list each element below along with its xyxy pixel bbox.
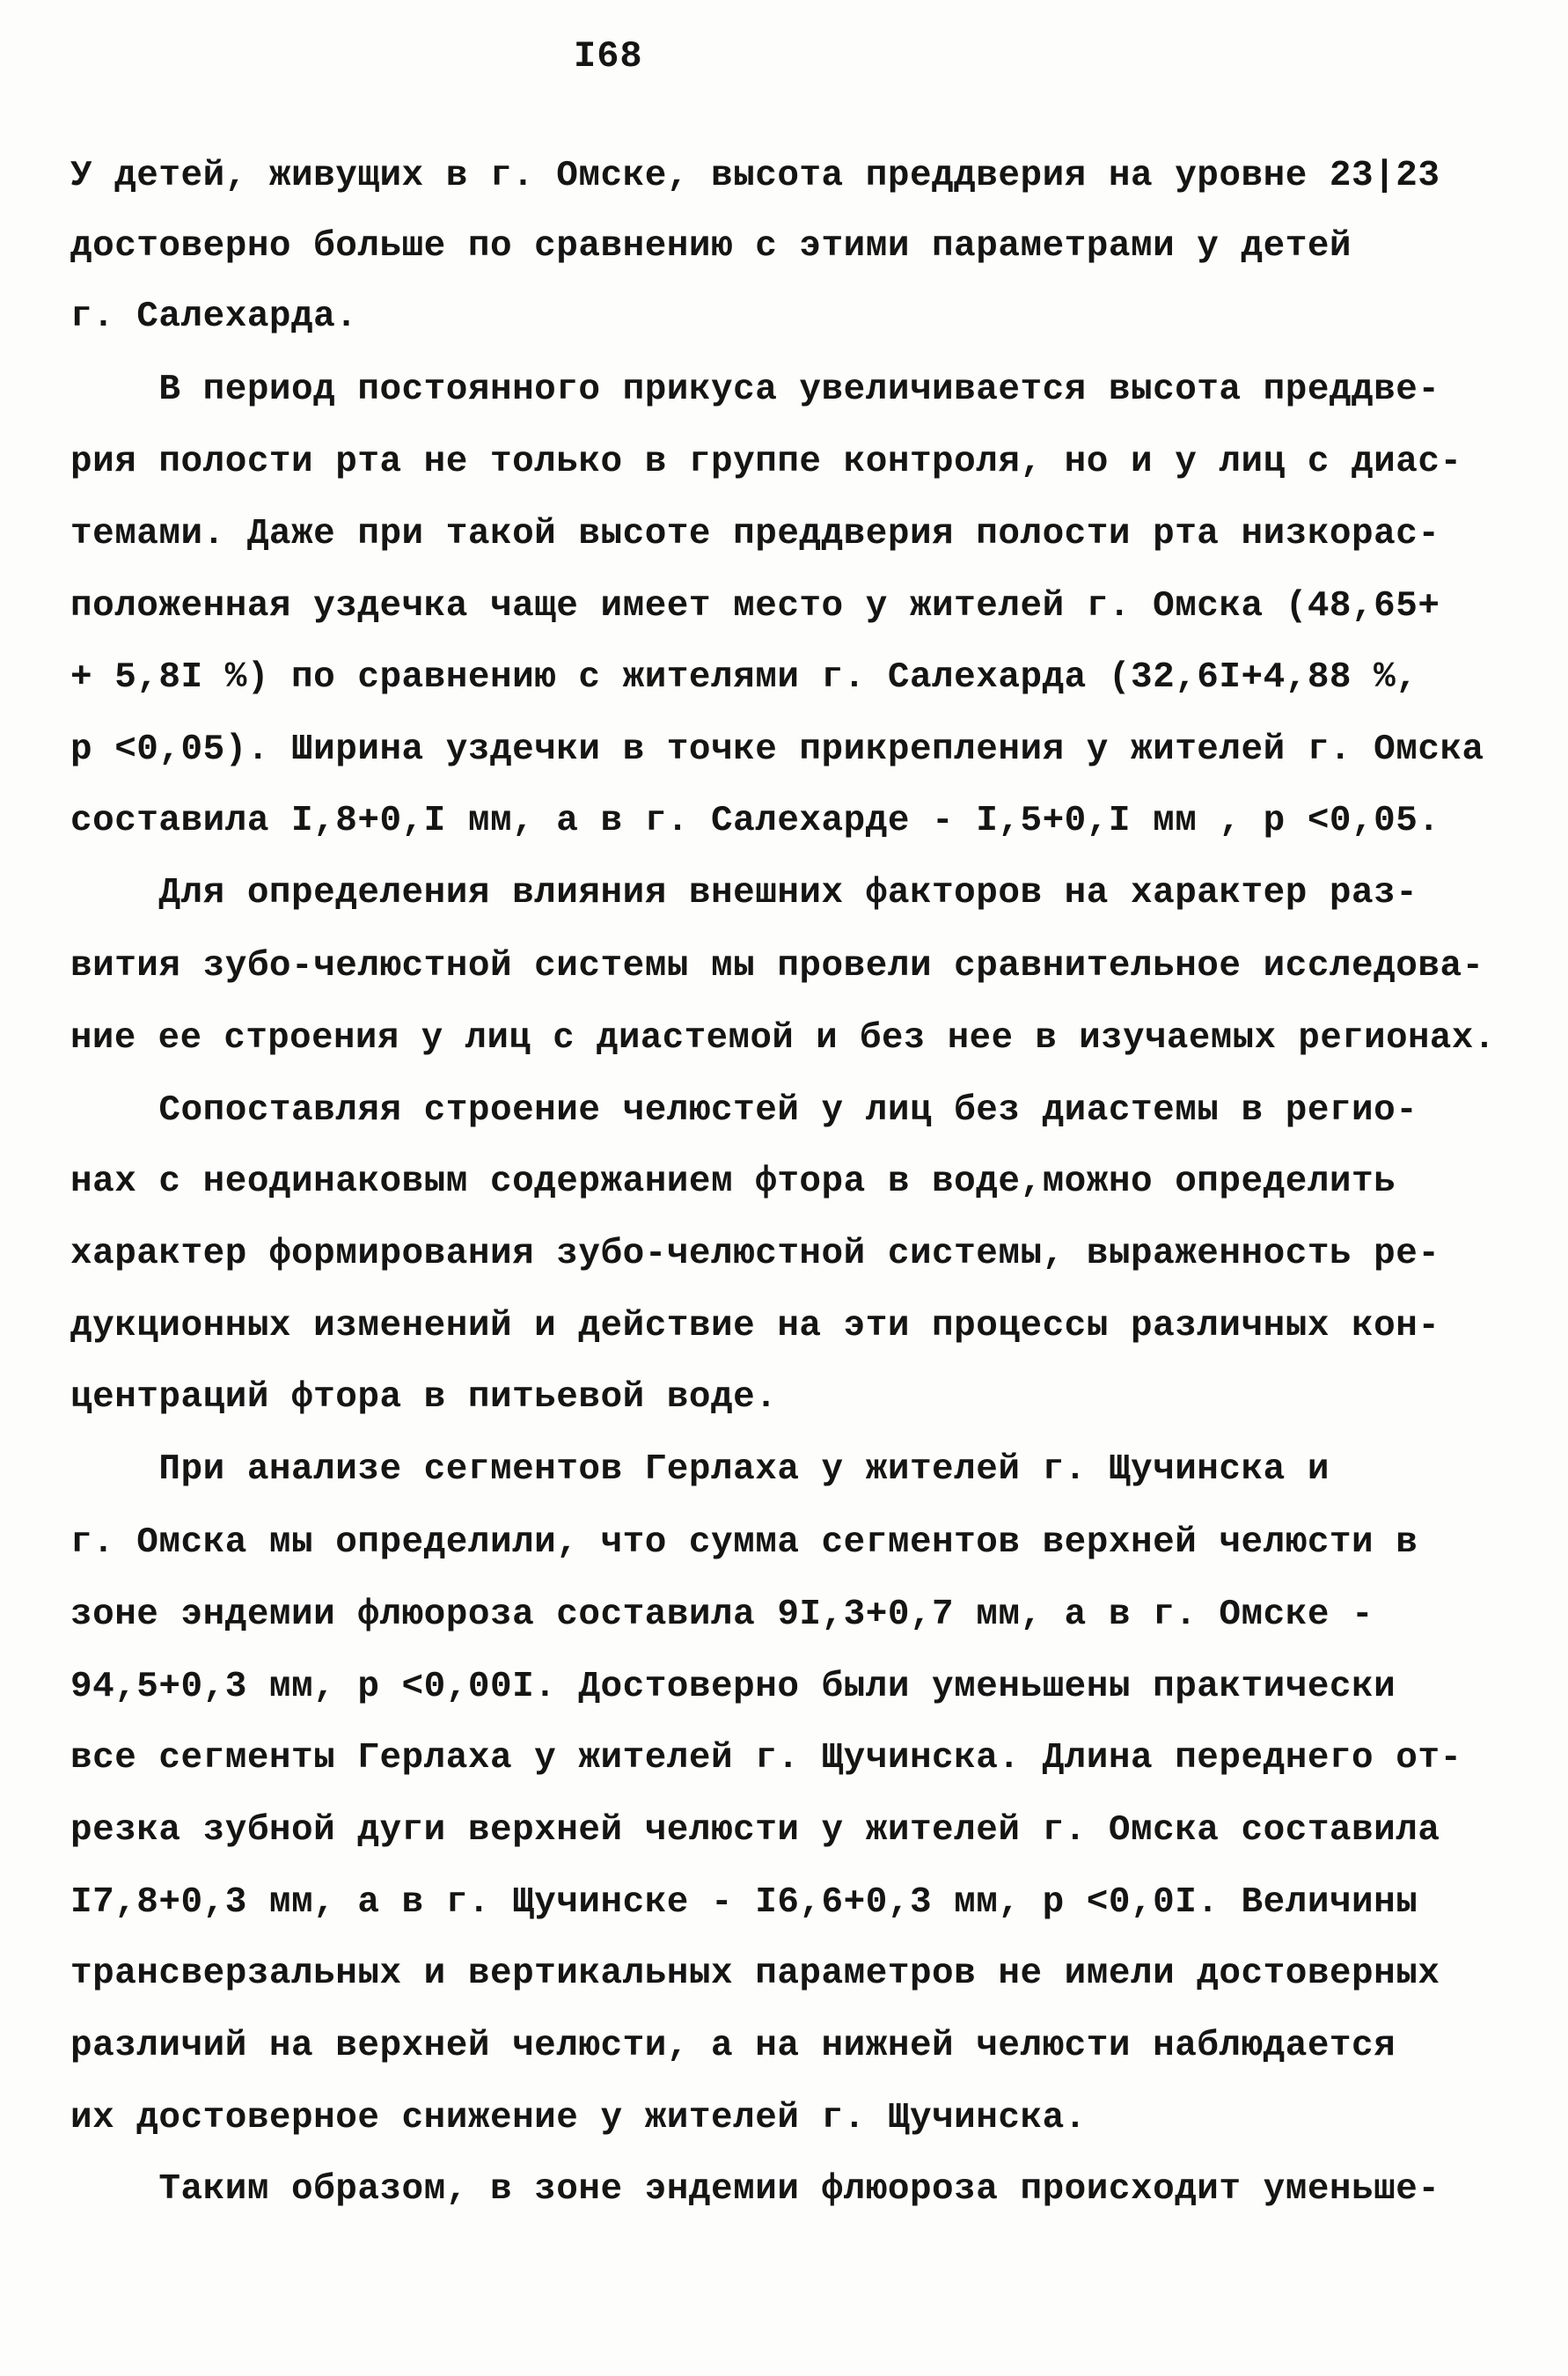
text-line: 94,5+0,3 мм, р <0,00I. Достоверно были уменьшены практически (70, 1667, 1396, 1707)
text-line: резка зубной дуги верхней челюсти у жителей г. Омска составила (70, 1810, 1440, 1851)
text-line: темами. Даже при такой высоте преддверия полости рта низкорас- (70, 514, 1440, 554)
text-line: трансверзальных и вертикальных параметров не имели достоверных (70, 1954, 1440, 1994)
text-line: г. Салехарда. (70, 297, 358, 337)
text-line: центраций фтора в питьевой воде. (70, 1377, 778, 1418)
text-line: их достоверное снижение у жителей г. Щучинска. (70, 2098, 1087, 2138)
text-line: Таким образом, в зоне эндемии флюороза происходит уменьше- (70, 2169, 1440, 2210)
text-line: ние ее строения у лиц с диастемой и без нее в изучаемых регионах. (70, 1018, 1496, 1059)
text-line: дукционных изменений и действие на эти процессы различных кон- (70, 1306, 1440, 1346)
text-line: В период постоянного прикуса увеличивается высота преддве- (70, 370, 1440, 410)
text-line: рия полости рта не только в группе контроля, но и у лиц с диас- (70, 442, 1462, 482)
text-line: + 5,8I %) по сравнению с жителями г. Салехарда (32,6I+4,88 %, (70, 657, 1418, 698)
text-line: нах с неодинаковым содержанием фтора в воде,можно определить (70, 1162, 1396, 1202)
page-number: I68 (574, 35, 643, 77)
text-line: достоверно больше по сравнению с этими параметрами у детей (70, 226, 1352, 267)
text-line: При анализе сегментов Герлаха у жителей г. Щучинска и (70, 1449, 1330, 1490)
text-line: положенная уздечка чаще имеет место у жителей г. Омска (48,65+ (70, 586, 1440, 627)
text-line: Сопоставляя строение челюстей у лиц без диастемы в регио- (70, 1090, 1418, 1131)
text-line: зоне эндемии флюороза составила 9I,3+0,7 мм, а в г. Омске - (70, 1595, 1374, 1635)
text-line: составила I,8+0,I мм, а в г. Салехарде - I,5+0,I мм , р <0,05. (70, 801, 1440, 841)
text-line: р <0,05). Ширина уздечки в точке прикрепления у жителей г. Омска (70, 730, 1484, 770)
text-line: вития зубо-челюстной системы мы провели сравнительное исследова- (70, 946, 1484, 986)
text-line: характер формирования зубо-челюстной системы, выраженность ре- (70, 1234, 1440, 1274)
text-line: все сегменты Герлаха у жителей г. Щучинска. Длина переднего от- (70, 1738, 1462, 1778)
text-line: г. Омска мы определили, что сумма сегментов верхней челюсти в (70, 1522, 1418, 1563)
text-line: I7,8+0,3 мм, а в г. Щучинске - I6,6+0,3 мм, р <0,0I. Величины (70, 1882, 1418, 1923)
text-line: Для определения влияния внешних факторов на характер раз- (70, 873, 1418, 913)
text-line: У детей, живущих в г. Омске, высота преддверия на уровне 23|23 (70, 156, 1440, 196)
text-line: различий на верхней челюсти, а на нижней челюсти наблюдается (70, 2026, 1396, 2066)
